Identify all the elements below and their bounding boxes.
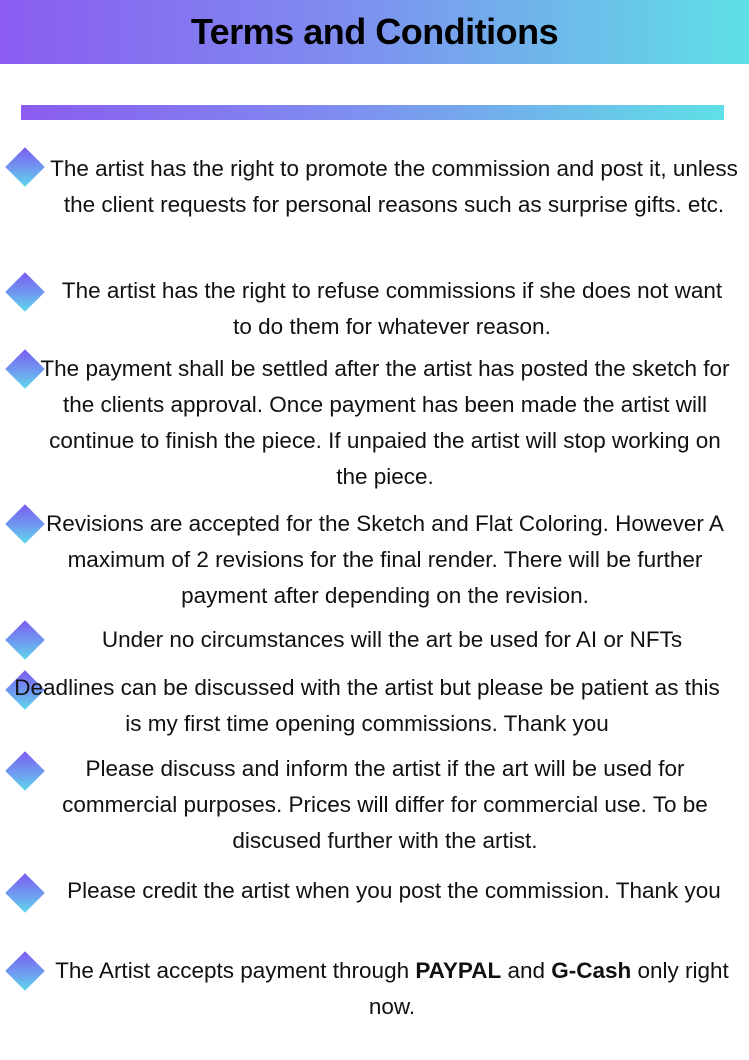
diamond-bullet-icon	[5, 620, 45, 660]
term-5: Under no circumstances will the art be used for AI or NFTs	[101, 627, 683, 652]
term-1: The artist has the right to promote the commission and post it, unless the client requests for personal reasons such as surprise gifts. etc.	[50, 156, 738, 217]
term-8: Please credit the artist when you post the commission. Thank you	[67, 878, 721, 903]
diamond-bullet-icon	[5, 272, 45, 312]
term-9-text-b: and	[501, 958, 552, 983]
term-3: The payment shall be settled after the artist has posted the sketch for the clients approval. Once payment has been made the artist will continue to finish the piece. If unpaied the artist will stop working on the piece.	[40, 356, 730, 489]
term-9-text-a: The Artist accepts payment through	[55, 958, 416, 983]
payment-method-paypal: PAYPAL	[415, 958, 502, 983]
header-banner	[0, 0, 749, 64]
term-4: Revisions are accepted for the Sketch and Flat Coloring. However A maximum of 2 revisions for the final render. There will be further payment after depending on the revision.	[46, 511, 724, 608]
term-6: Deadlines can be discussed with the artist but please be patient as this is my first time opening commissions. Thank you	[14, 675, 720, 736]
diamond-bullet-icon	[5, 147, 45, 187]
diamond-bullet-icon	[5, 951, 45, 991]
diamond-bullet-icon	[5, 873, 45, 913]
page-title: Terms and Conditions	[190, 11, 559, 52]
term-9-text-c: only right now.	[368, 958, 729, 1019]
term-2: The artist has the right to refuse commissions if she does not want to do them for whatever reason.	[61, 278, 723, 339]
payment-method-gcash: G-Cash	[551, 958, 632, 983]
gradient-divider	[21, 105, 724, 120]
term-7: Please discuss and inform the artist if the art will be used for commercial purposes. Prices will differ for commercial use. To be discused further with the artist.	[62, 756, 708, 853]
term-9	[40, 953, 744, 1025]
